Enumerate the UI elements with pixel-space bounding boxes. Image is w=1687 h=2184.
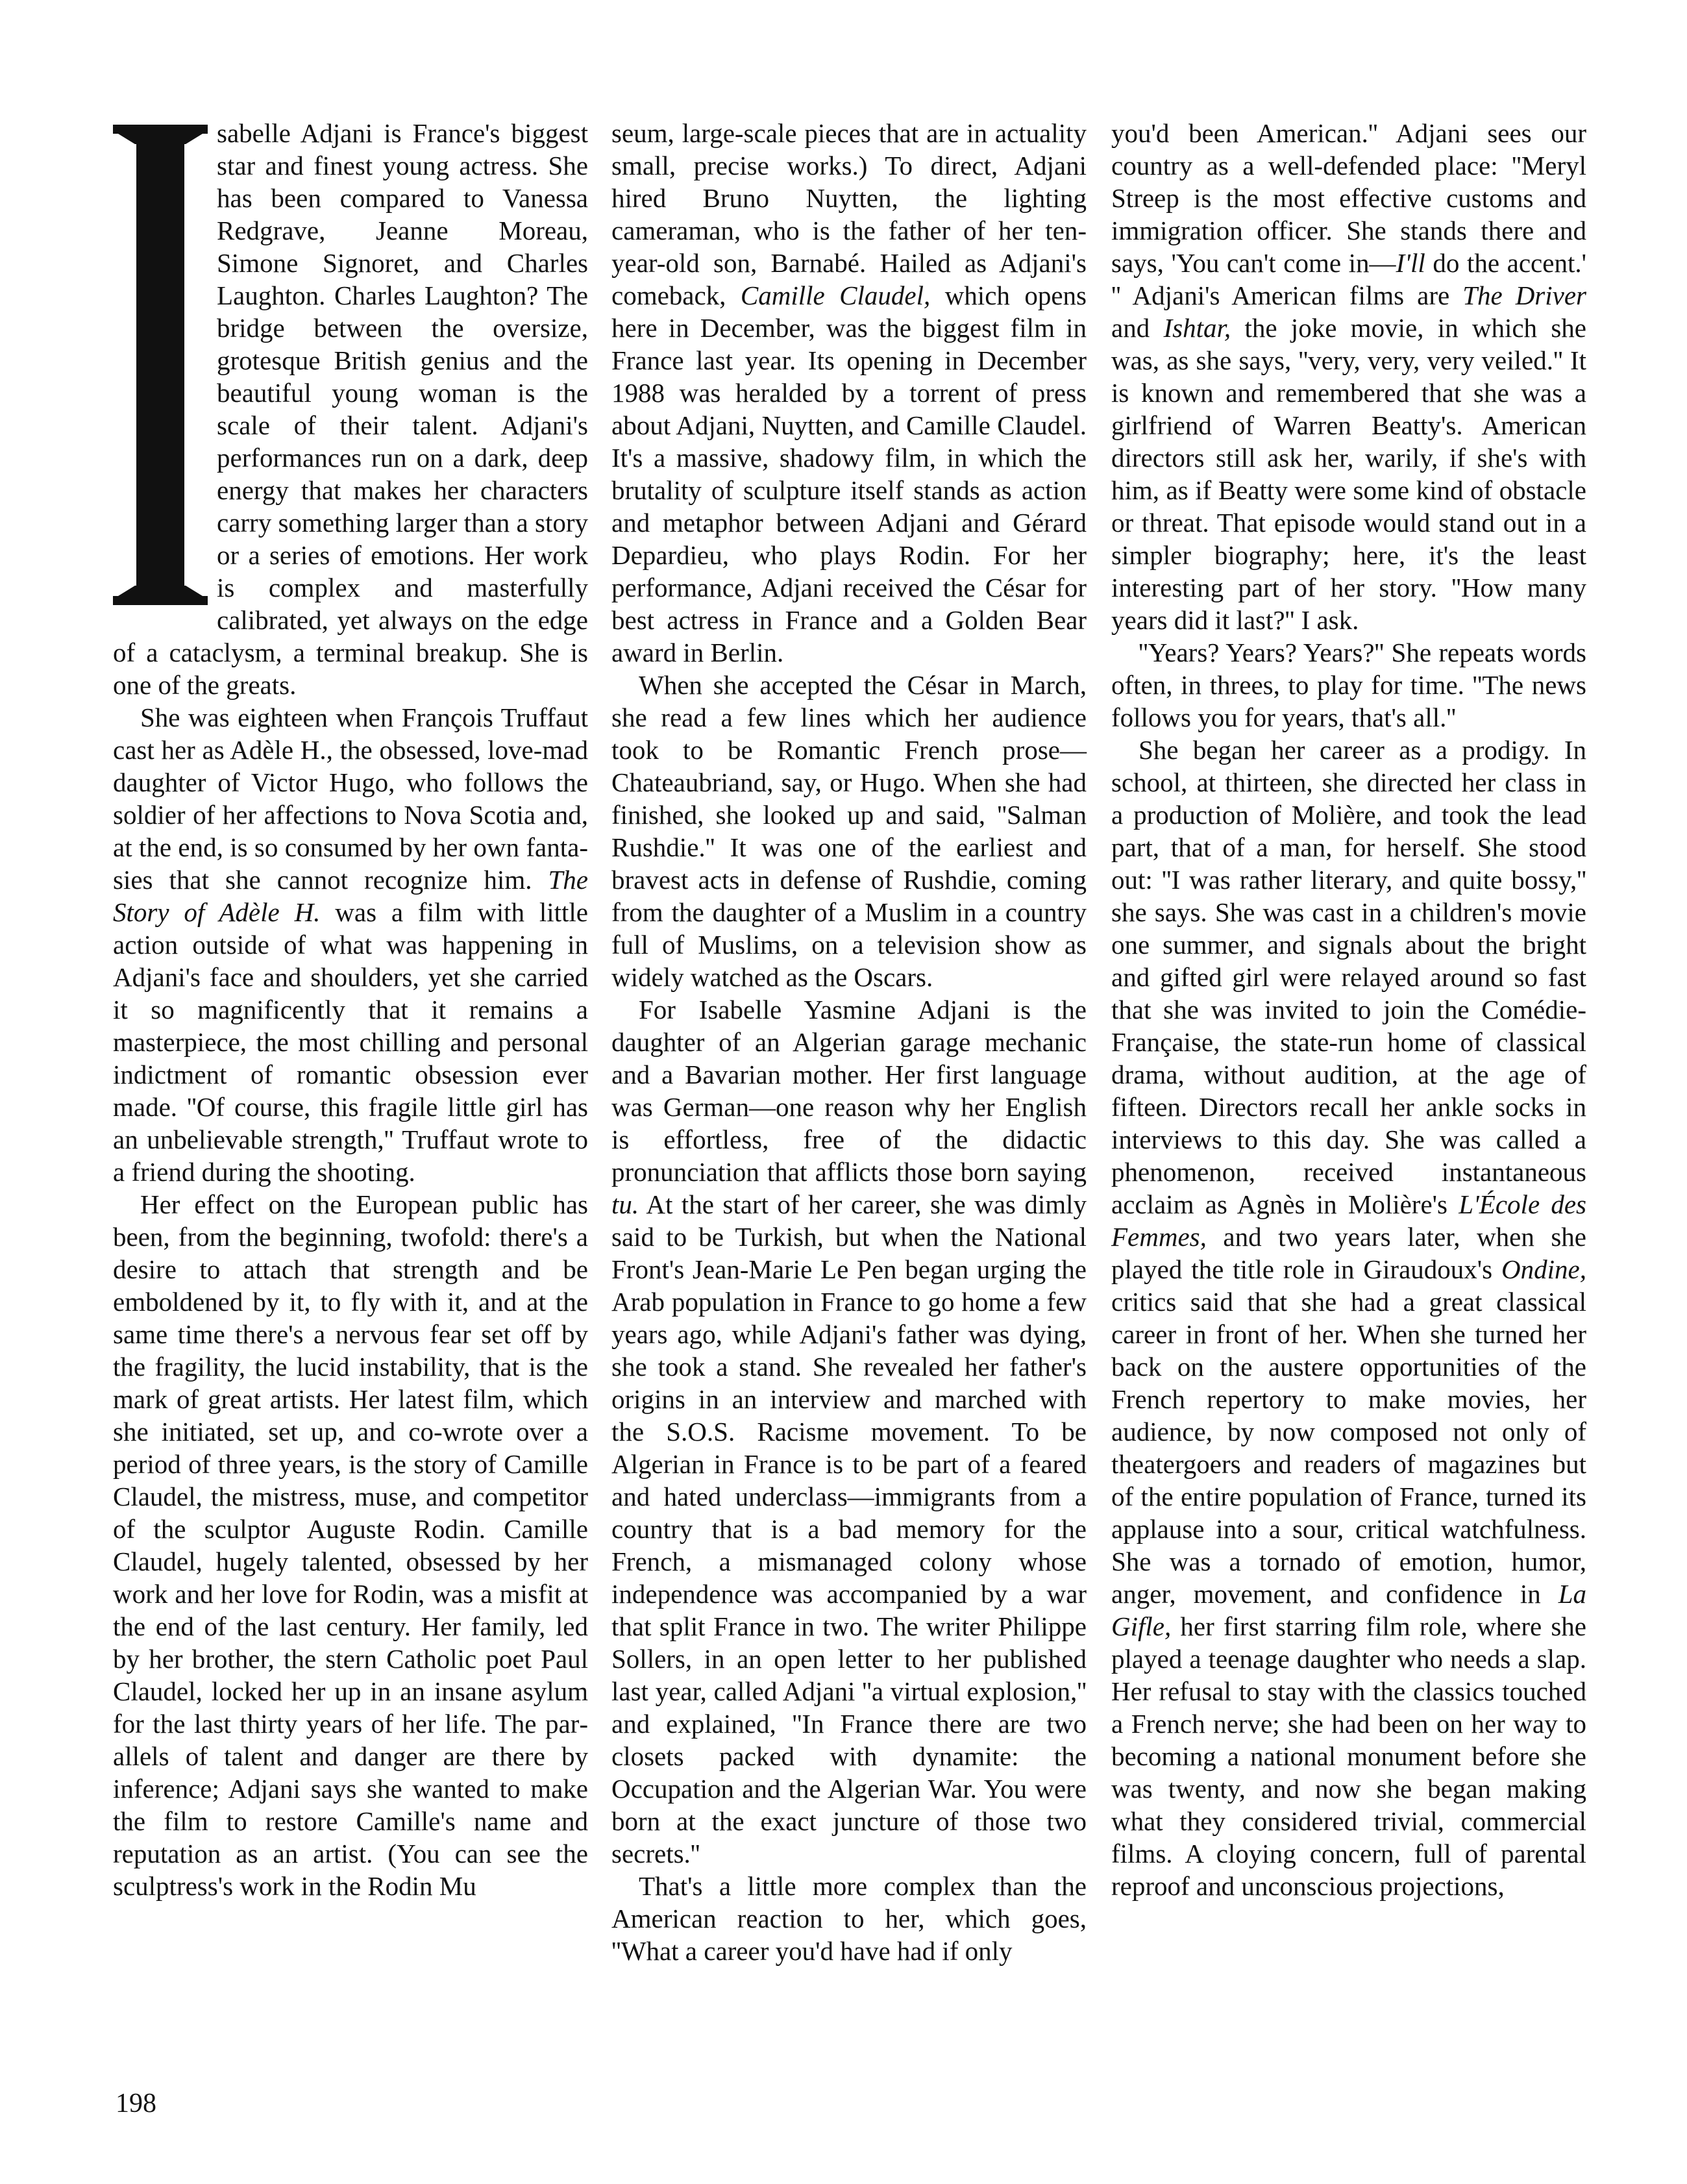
film-title: The Story of Adèle H. (113, 865, 588, 927)
film-title: Ishtar, (1163, 313, 1231, 343)
film-title: Camille Claudel, (740, 280, 931, 310)
text-column-1 (113, 117, 588, 1902)
film-title: The Driver (1462, 280, 1586, 310)
paragraph: ''Years? Years? Years?'' She repeats words often, in threes, to play for time. ''The news follows you for years, that's all.'' (1111, 638, 1586, 732)
drop-cap-letter (113, 605, 114, 606)
paragraph: you'd been American.'' Adjani sees our country as a well-defended place: ''Meryl Streep is the most effective customs and immigration officer. She stands there and says, 'You can't come in—I'll do the accent.' '' Adjani's American films are The Driver and Ishtar, the joke movie, in which she was, as she says, ''very, very, very veiled.'' It is known and remembered that she was a girlfriend of Warren Beatty's. American directors still ask her, warily, if she's with him, as if Beatty were some kind of obstacle or threat. That episode would stand out in a simpler biography; here, it's the least interesting part of her story. ''How many years did it last?'' I ask. (1111, 118, 1586, 635)
paragraph: That's a little more complex than the American reaction to her, which goes, ''What a career you'd have had if only (611, 1871, 1087, 1966)
drop-cap (113, 125, 208, 605)
text-column-2 (611, 117, 1087, 1967)
play-title: L'École des Femmes, (1111, 1189, 1587, 1252)
paragraph: She was eighteen when François Truffaut cast her as Adèle H., the obsessed, love-mad daughter of Victor Hugo, who follows the soldier of her affections to Nova Scotia and, at the end, is so consumed by her own fantasies that she cannot recognize him. The Story of Adèle H. was a film with little action outside of what was happening in Adjani's face and shoulders, yet she carried it so magnificently that it remains a masterpiece, the most chilling and personal indictment of romantic obsession ever made. ''Of course, this fragile little girl has an unbelievable strength,'' Truffaut wrote to a friend during the shooting. (113, 702, 588, 1187)
paragraph: Her effect on the European public has been, from the beginning, twofold: there's a desire to attach that strength and be emboldened by it, to fly with it, and at the same time there's a nervous fear set off by the fragility, the lucid instability, that is the mark of great artists. Her latest film, which she initiated, set up, and co-wrote over a period of three years, is the story of Camille Claudel, the mistress, muse, and competitor of the sculptor Auguste Rodin. Camille Claudel, hugely talented, obsessed by her work and her love for Rodin, was a misfit at the end of the last century. Her family, led by her brother, the stern Catholic poet Paul Claudel, locked her up in an insane asylum for the last thirty years of her life. The parallels of talent and danger are there by inference; Adjani says she wanted to make the film to restore Camille's name and reputation as an artist. (You can see the sculptress's work in the Rodin Mu (113, 1189, 588, 1901)
italic-word: tu. (611, 1189, 639, 1219)
film-title: La Gifle, (1111, 1579, 1586, 1641)
text-column-3 (1111, 117, 1586, 1902)
opening-paragraph: sabelle Adjani is France's biggest star and finest young actress. She has been compared to Vanessa Redgrave, Jeanne Moreau, Simone Signoret, and Charles Laughton. Charles Laughton? The bridge between the oversize, grotesque British genius and the beautiful young woman is the scale of their talent. Adjani's performances run on a dark, deep energy that makes her characters carry something larger than a story or a series of emotions. Her work is complex and masterfully calibrated, yet always on the edge of a cataclysm, a terminal breakup. She is one of the greats. (113, 118, 588, 700)
paragraph: She began her career as a prodigy. In school, at thirteen, she directed her class in a production of Molière, and took the lead part, that of a man, for herself. She stood out: ''I was rather literary, and quite bossy,'' she says. She was cast in a children's movie one summer, and signals about the bright and gifted girl were relayed around so fast that she was invited to join the Comédie-Française, the state-run home of classical drama, without audition, at the age of fifteen. Directors recall her ankle socks in interviews to this day. She was called a phenomenon, received instantaneous acclaim as Agnès in Molière's L'École des Femmes, and two years later, when she played the title role in Giraudoux's Ondine, critics said that she had a great classical career in front of her. When she turned her back on the austere opportunities of the French repertory to make movies, her audience, by now composed not only of theatergoers and readers of magazines but of the entire population of France, turned its applause into a sour, critical watchfulness. She was a tornado of emotion, humor, anger, movement, and confidence in La Gifle, her first starring film role, where she played a teenage daughter who needs a slap. Her refusal to stay with the classics touched a French nerve; she had been on her way to becoming a national monument before she was twenty, and now she began making what they considered trivial, commercial films. A cloying concern, full of parental reproof and unconscious projections, (1111, 735, 1587, 1901)
paragraph: When she accepted the César in March, she read a few lines which her audience took to be Romantic French prose—Chateaubriand, say, or Hugo. When she had finished, she looked up and said, ''Salman Rushdie.'' It was one of the earliest and bravest acts in defense of Rushdie, coming from the daughter of a Muslim in a country full of Muslims, on a television show as widely watched as the Oscars. (611, 670, 1087, 992)
paragraph: seum, large-scale pieces that are in actuality small, precise works.) To direct, Adjani hired Bruno Nuytten, the lighting cameraman, who is the father of her ten-year-old son, Barnabé. Hailed as Adjani's comeback, Camille Claudel, which opens here in December, was the biggest film in France last year. Its opening in December 1988 was heralded by a torrent of press about Adjani, Nuytten, and Camille Claudel. It's a massive, shadowy film, in which the brutality of sculpture itself stands as action and metaphor between Adjani and Gérard Depardieu, who plays Rodin. For her performance, Adjani received the César for best actress in France and a Golden Bear award in Berlin. (611, 118, 1087, 667)
italic-word: I'll (1396, 248, 1425, 278)
page-number: 198 (116, 2089, 156, 2118)
play-title: Ondine, (1501, 1254, 1586, 1284)
paragraph: For Isabelle Yasmine Adjani is the daughter of an Algerian garage mechanic and a Bavarian mother. Her first language was German—one reason why her English is effortless, free of the didactic pronunciation that afflicts those born saying tu. At the start of her career, she was dimly said to be Turkish, but when the National Front's Jean-Marie Le Pen began urging the Arab population in France to go home a few years ago, while Adjani's father was dying, she took a stand. She revealed her father's origins in an interview and marched with the S.O.S. Racisme movement. To be Algerian in France is to be part of a feared and hated underclass—immigrants from a country that is a bad memory for the French, a mismanaged colony whose independence was accompanied by a war that split France in two. The writer Philippe Sollers, in an open letter to her published last year, called Adjani ''a virtual explosion,'' and explained, ''In France there are two closets packed with dynamite: the Occupation and the Algerian War. You were born at the exact juncture of those two secrets.'' (611, 995, 1087, 1868)
